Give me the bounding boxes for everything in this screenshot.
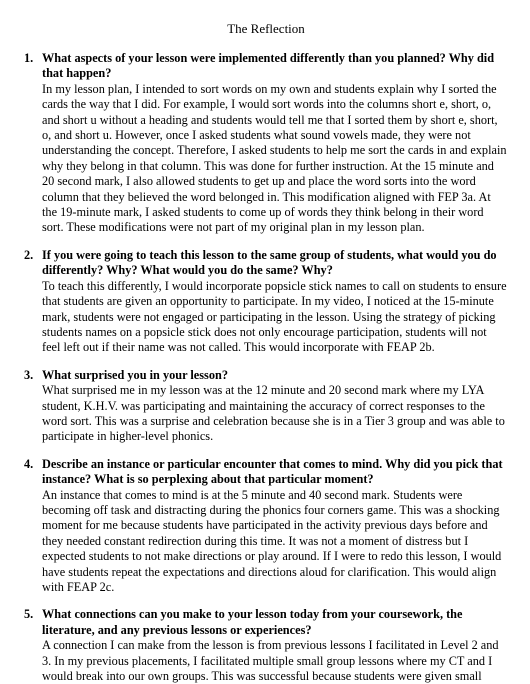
answer-text: To teach this differently, I would incorporate popsicle stick names to call on students to ensure that students are given an opportunity to participate. In my video, I noticed at the 15-minute mark, students were not engaged or participating in the lesson. Using the strategy of picking students names on a popsicle stick does not only encourage participation, students will not feel left out if their name was not called. This would incorporate with FEAP 2b. (42, 278, 507, 355)
question-item-1 (24, 51, 508, 236)
question-text: What connections can you make to your lesson today from your coursework, the literature, and any previous lessons or experiences? (42, 607, 463, 637)
answer-text: An instance that comes to mind is at the 5 minute and 40 second mark. Students were becoming off task and distracting during the phonics four corners game. This was a shocking moment for me because students have participated in the activity previous days before and they needed constant redirection during this time. It was not a moment of distress but I expected students to not make directions or play around. If I were to redo this lesson, I would have students repeat the expectations and directions aloud for clarification. This would align with FEAP 2c. (42, 487, 502, 594)
answer-text: A connection I can make from the lesson is from previous lessons I facilitated in Level 2 and 3. In my previous placements, I facilitated multiple small group lessons where my CT and I would break into our own groups. This was successful because students were given small (42, 638, 499, 684)
question-text: What aspects of your lesson were implemented differently than you planned? Why did that happen? (42, 51, 495, 81)
question-number: 4. (24, 456, 34, 471)
answer-text: In my lesson plan, I intended to sort words on my own and students explain why I sorted the cards the way that I did. For example, I would sort words into the columns short e, short, o, and short u without a heading and students would tell me that I sorted them by short e, short, o, and short u. However, once I asked students what sound vowels made, they were not understanding the concept. Therefore, I asked students to help me sort the cards in and explain why they belong in that column. This was done for further instruction. At the 15 minute and 20 second mark, I also allowed students to get up and place the word sorts into the word column that they believed the word belonged in. This modification aligned with FEP 3a. At the 19-minute mark, I asked students to come up of words they think belong in their word sort. These modifications were not part of my original plan in my lesson plan. (42, 81, 507, 235)
question-list (24, 51, 508, 684)
question-number: 1. (24, 51, 34, 65)
question-item-3 (24, 368, 508, 445)
question-number: 5. (24, 607, 34, 622)
question-number: 3. (24, 367, 34, 382)
question-item-4 (24, 457, 508, 596)
document-title: The Reflection (227, 21, 305, 36)
question-text: Describe an instance or particular encounter that comes to mind. Why did you pick that instance? What is so perplexing about that particular moment? (42, 456, 503, 487)
question-item-5 (24, 607, 508, 684)
question-text: If you were going to teach this lesson to the same group of students, what would you do differently? Why? What would you do the same? Why? (42, 247, 497, 278)
question-text: What surprised you in your lesson? (42, 367, 228, 382)
question-number: 2. (24, 247, 34, 262)
question-item-2 (24, 248, 508, 356)
answer-text: What surprised me in my lesson was at the 12 minute and 20 second mark where my LYA student, K.H.V. was participating and maintaining the accuracy of correct responses to the word sort. This was a surprise and celebration because she is in a Tier 3 group and was able to participate in higher-level phonics. (42, 383, 505, 444)
